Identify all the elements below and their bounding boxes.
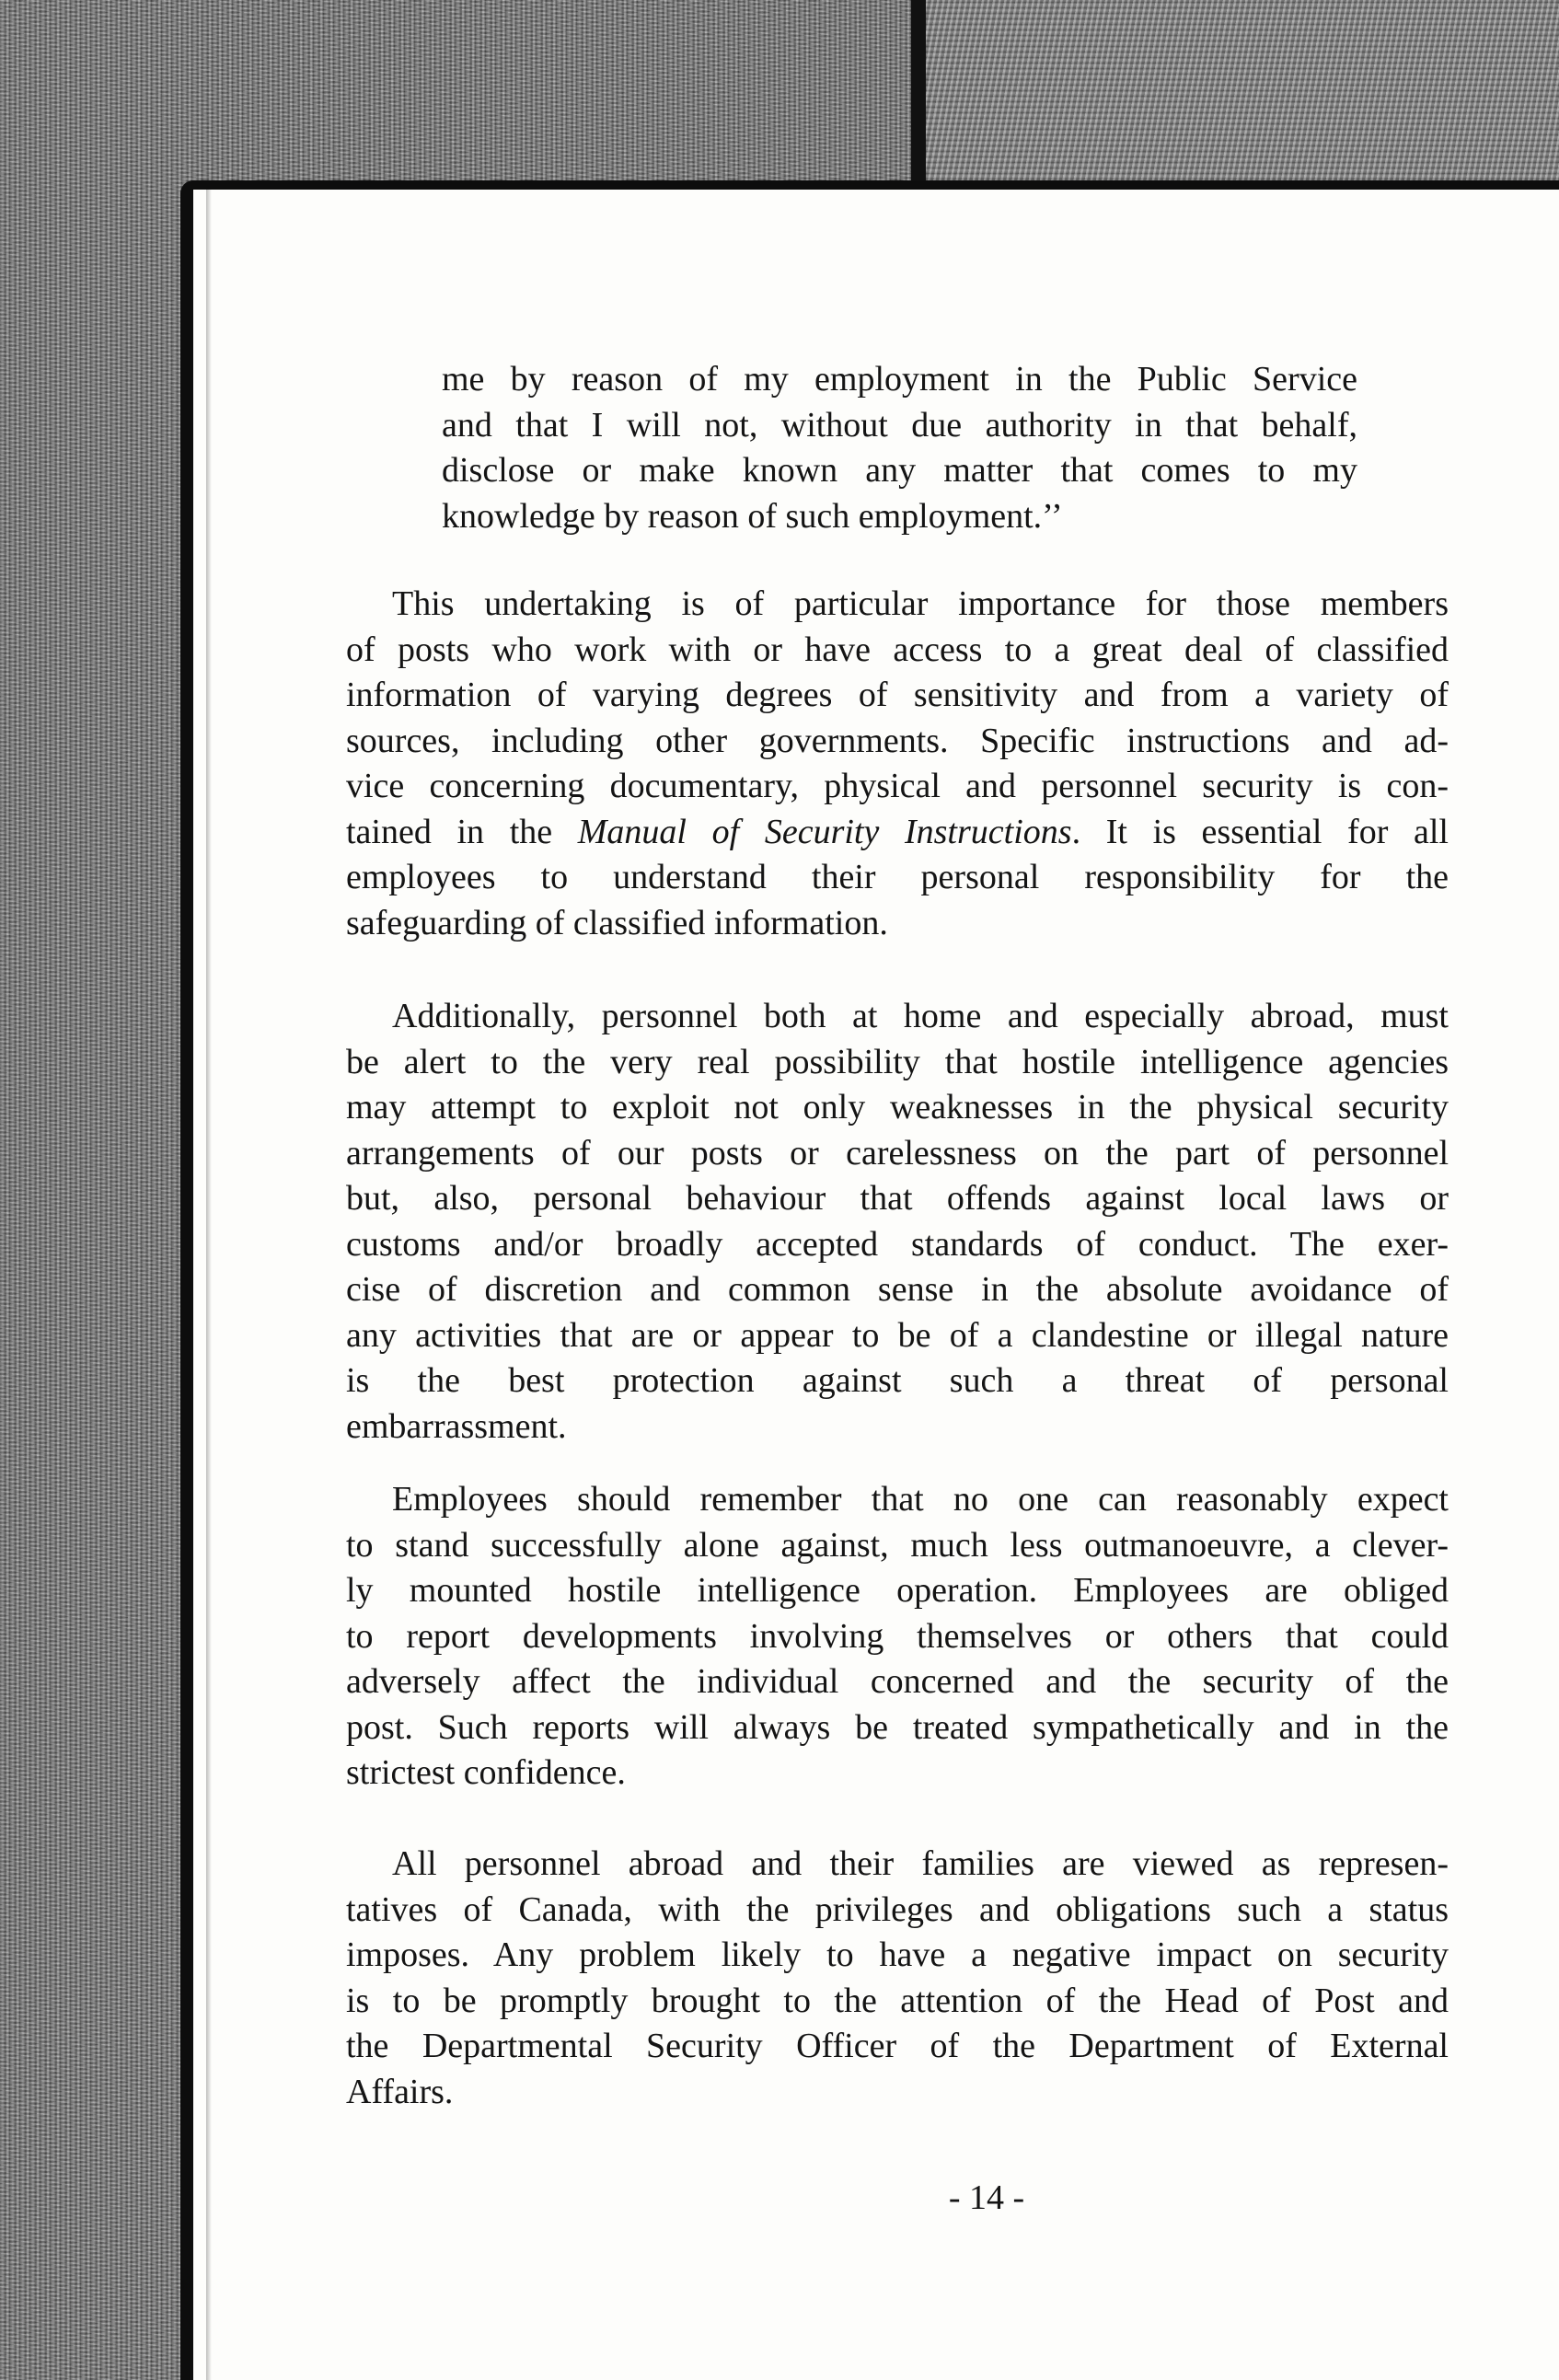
paragraph-line: information of varying degrees of sensitivity and from a variety of xyxy=(346,676,1449,714)
page-number: - 14 - xyxy=(948,2178,1025,2217)
paragraph-line: strictest confidence. xyxy=(346,1753,626,1792)
quote-line: and that I will not, without due authority in that behalf, xyxy=(442,405,1357,445)
line-prefix: tained in the xyxy=(346,812,578,851)
paragraph-line: is the best protection against such a threat of personal xyxy=(346,1361,1449,1400)
paragraph-line: This undertaking is of particular importance for those members xyxy=(392,584,1449,623)
paragraph-line: safeguarding of classified information. xyxy=(346,903,888,942)
line-suffix: . It is essential for all xyxy=(1071,812,1449,851)
paragraph-line: All personnel abroad and their families are viewed as represen- xyxy=(392,1844,1449,1883)
paragraph-line: customs and/or broadly accepted standards of conduct. The exer- xyxy=(346,1224,1449,1264)
paragraph-line: post. Such reports will always be treated sympathetically and in the xyxy=(346,1707,1449,1747)
paragraph-line: imposes. Any problem likely to have a negative impact on security xyxy=(346,1935,1449,1974)
paragraph-line: to report developments involving themselves or others that could xyxy=(346,1616,1449,1656)
paragraph-line: of posts who work with or have access to a great deal of classified xyxy=(346,630,1449,669)
paragraph-line: is to be promptly brought to the attention of the Head of Post and xyxy=(346,1981,1449,2020)
binding-shadow xyxy=(911,0,926,184)
paragraph-line: employees to understand their personal responsibility for the xyxy=(346,858,1449,896)
paragraph-line: but, also, personal behaviour that offends against local laws or xyxy=(346,1179,1449,1218)
paragraph-line: tatives of Canada, with the privileges and obligations such a status xyxy=(346,1889,1449,1929)
paragraph-line: be alert to the very real possibility that hostile intelligence agencies xyxy=(346,1042,1449,1081)
paragraph-representatives xyxy=(346,1842,1449,2115)
background-texture-right xyxy=(926,0,1559,184)
quote-line: disclose or make known any matter that comes to my xyxy=(442,451,1357,490)
document-page xyxy=(180,180,1559,2380)
paragraph-line: arrangements of our posts or carelessness on the part of personnel xyxy=(346,1133,1449,1173)
paragraph-line: sources, including other governments. Specific instructions and ad- xyxy=(346,721,1449,760)
paragraph-line: adversely affect the individual concerned and the security of the xyxy=(346,1662,1449,1701)
paragraph-line: to stand successfully alone against, much less outmanoeuvre, a clever- xyxy=(346,1525,1449,1565)
paragraph-line: Employees should remember that no one can reasonably expect xyxy=(392,1480,1449,1519)
paragraph-line: cise of discretion and common sense in the absolute avoidance of xyxy=(346,1270,1449,1309)
paragraph-hostile-intelligence xyxy=(346,994,1449,1450)
quote-line: knowledge by reason of such employment.’’ xyxy=(442,496,1063,536)
quote-line: me by reason of my employment in the Public Service xyxy=(442,360,1357,399)
paragraph-line: Affairs. xyxy=(346,2072,454,2111)
paragraph-line: vice concerning documentary, physical and personnel security is con- xyxy=(346,767,1449,805)
paragraph-undertaking xyxy=(346,582,1449,946)
paragraph-line: embarrassment. xyxy=(346,1406,567,1446)
paragraph-reporting xyxy=(346,1477,1449,1797)
paragraph-line: may attempt to exploit not only weaknesses in the physical security xyxy=(346,1088,1449,1126)
page-edge-shadow xyxy=(206,190,212,2380)
paragraph-line: Additionally, personnel both at home and especially abroad, must xyxy=(392,997,1449,1035)
paragraph-line: ly mounted hostile intelligence operation. Employees are obliged xyxy=(346,1571,1449,1610)
paragraph-line: the Departmental Security Officer of the Department of External xyxy=(346,2027,1449,2065)
manual-title: Manual of Security Instructions xyxy=(577,812,1072,851)
paragraph-line: any activities that are or appear to be of a clandestine or illegal nature xyxy=(346,1315,1449,1355)
quote-continuation xyxy=(442,357,1357,539)
paragraph-line-with-title xyxy=(346,810,1449,856)
